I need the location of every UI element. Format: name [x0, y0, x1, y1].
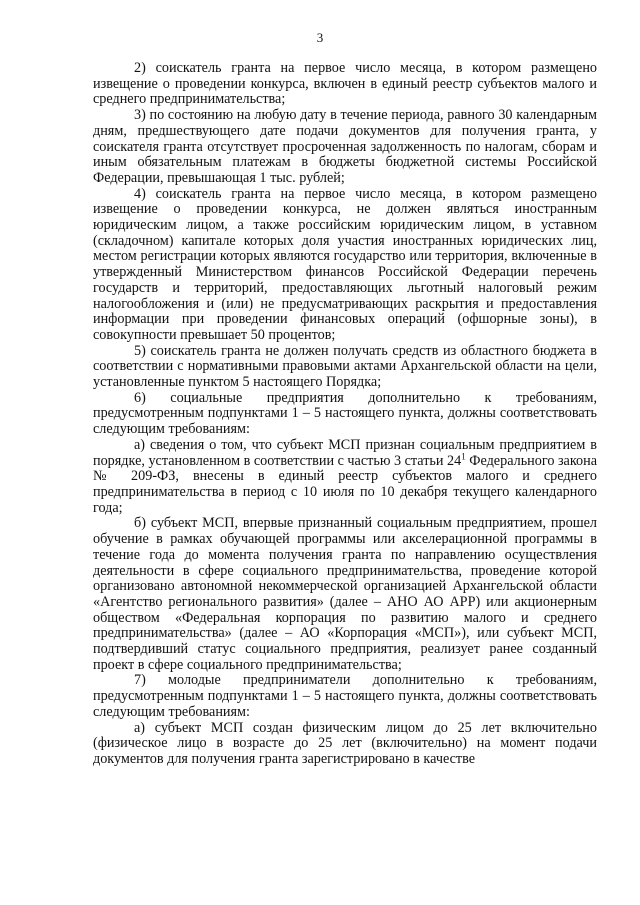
page-number: 3 — [316, 30, 324, 45]
paragraph-item-5: 5) соискатель гранта не должен получать средств из областного бюджета в соответствии с нормативными правовыми актами Архангельской области на цели, установленные пунктом 5 настоящего Порядка; — [93, 342, 597, 391]
paragraph-item-3: 3) по состоянию на любую дату в течение периода, равного 30 календарным дням, предшествующего дате подачи документов для получения гранта, у соискателя гранта отсутствует просроченная задолженность по налогам, сборам и иным обязательным платежам в бюджеты бюджетной системы Российской Федерации, превышающая 1 тыс. рублей; — [93, 107, 597, 186]
paragraph-item-7: 7) молодые предприниматели дополнительно к требованиям, предусмотренным подпунктами 1 – 5 настоящего пункта, должны соответствовать следующим требованиям: — [93, 672, 597, 720]
paragraph-item-6b: б) субъект МСП, впервые признанный социальным предприятием, прошел обучение в рамках обучающей программы или акселерационной программы в течение года до момента получения гранта по направлению осуществления деятельности в сфере социального предпринимательства, проведение которой организовано автономной некоммерческой организацией Архангельской области «Агентство регионального развития» (далее – АНО АО АРР) или акционерным обществом «Федеральная корпорация по развитию малого и среднего предпринимательства» (далее – АО «Корпорация «МСП»), или субъект МСП, подтвердивший статус социального предприятия, реализует ранее созданный проект в сфере социального предпринимательства; — [93, 515, 597, 673]
paragraph-item-7a: а) субъект МСП создан физическим лицом до 25 лет включительно (физическое лицо в возрасте до 25 лет (включительно) на момент подачи документов для получения гранта зарегистрировано в качестве — [93, 719, 597, 767]
document-body — [93, 61, 597, 768]
paragraph-item-2: 2) соискатель гранта на первое число месяца, в котором размещено извещение о проведении конкурса, включен в единый реестр субъектов малого и среднего предпринимательства; — [93, 60, 597, 108]
paragraph-item-6a — [93, 438, 597, 517]
superscript-footnote: 1 — [461, 450, 466, 461]
paragraph-6a-text-start: а) сведения о том, что субъект МСП признан социальным предприятием в порядке, установленном в соответствии с частью 3 статьи 24 — [93, 436, 597, 469]
paragraph-item-6: 6) социальные предприятия дополнительно к требованиям, предусмотренным подпунктами 1 – 5 настоящего пункта, должны соответствовать следующим требованиям: — [93, 389, 597, 438]
paragraph-6a-text-end: Федерального закона № 209-ФЗ, внесены в единый реестр субъектов малого и среднего предпринимательства в период с 10 июля по 10 декабря текущего календарного года; — [93, 452, 598, 516]
paragraph-item-4: 4) соискатель гранта на первое число месяца, в котором размещено извещение о проведении конкурса, не должен являться иностранным юридическим лицом, а также российским юридическим лицом, в уставном (складочном) капитале которых доля участия иностранных юридических лиц, местом регистрации которых являются государство или территория, включенные в утвержденный Министерством финансов Российской Федерации перечень государств и территорий, предоставляющих льготный налоговый режим налогообложения и (или) не предусматривающих раскрытия и предоставления информации при проведении финансовых операций (офшорные зоны), в совокупности превышает 50 процентов; — [93, 185, 597, 343]
